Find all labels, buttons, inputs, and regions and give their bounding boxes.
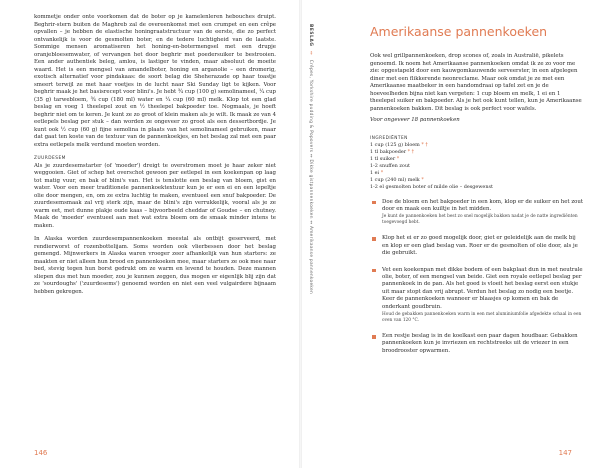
ingredient-item bbox=[370, 156, 584, 163]
section-subheading: ZUURDESEM bbox=[34, 156, 66, 161]
left-paragraph-1: kommetje onder onte voorkomen dat de boter op je kamelenleren hebouches druipt. Beghrir-stern buiten de Maghreb zal de overeenkomst met een crumpet en een crêpe opvallen – je hebben de elastische honingraatstructuur van de eerste, die zo perfect ontvankelijk is voor de gesmolten boter, en de tedere luchtigheid van de laatste. Sommige mensen aromatiseren het honing-en-botermengsel met een drupje oranjebloesemwater, of vervangen het door beghrir met poedersuiker te bestrooien. Een ander authentiek beleg, amlou, is lastiger te vinden, maar absoluut de moeite waard. Het is een mengsel van amandelboter, honing en arganolie – een dromerig, exotisch alternatief voor pindakaas: de soort belag die Sheherazade op haar toastje smeert terwijl ze met haar voetjes in de lucht naar Ski Sunday ligt te kijken. Voor beghrir maak je het basisrecept voor blini's. Je hebt ¾ cup (100 g) semolinameel, ¼ cup (35 g) tarwebloem, ¾ cup (180 ml) water en ¼ cup (60 ml) melk. Klop tot een glad beslag en voeg 1 theelepel zout en ½ theelepel bakpoeder toe. Nogmaals, je hoeft beghrir niet om te keren. Je kunt ze zo groot of klein maken als je wilt. Ik maak ze van 4 eetlepels beslag per stuk – dan worden ze ongeveer zo groot als een dessertbordje. Je kunt ook ½ cup (60 g) fijne semolina in plaats van het semolinameel gebruiken, maar dat gaat ten koste van de textuur van de pannenkoekjes, en het beslag zal met een paar extra eetlepels melk verdund moeten worden. bbox=[34, 14, 276, 148]
left-text-column bbox=[34, 14, 276, 296]
recipe-intro: Ook wel grillpannenkoeken, drop scones of, zoals in Australië, pikelets genoemd. Ik noem het Amerikaanse pannenkoeken omdat ik ze zo voor me zie: opgestapeld door een kauwgomkauwende serveerster, in een afgelegen diner met een flikkerende neonreclame. Maar ook omdat je ze met een Amerikaanse maatbeker in een handomdraai op tafel zet en je de hoeveelheden bijna niet kan vergeten: 1 cup bloem en melk, 1 ei en 1 theelepel suiker en bakpoeder. Als je het ook kunt tellen, kun je Amerikaanse pannenkoeken bakken. Dit beslag is ook perfect voor wafels. bbox=[370, 53, 582, 112]
running-head-trail: Crêpes, Yorkshire pudding & Popovers ↔ Dikke gistpannenkoeken ↔ Amerikaanse pannenkoeken bbox=[308, 59, 313, 295]
square-bullet-icon bbox=[372, 269, 376, 273]
square-bullet-icon bbox=[372, 335, 376, 339]
ingredient-marker: * bbox=[380, 169, 384, 176]
ingredient-text: 1-2 el gesmolten boter of milde olie – desgewenst bbox=[370, 183, 493, 190]
ingredient-marker: * bbox=[421, 176, 424, 183]
method-step bbox=[370, 235, 584, 257]
right-page bbox=[302, 0, 600, 468]
left-page bbox=[0, 0, 299, 468]
left-paragraph-3: In Alaska worden zuurdesempannenkoeken meestal als ontbijt geserveerd, met rendierworst of rozenbottelijam. Soms worden ook vlierbessen door het beslag gemengd. Mijnwerkers in Alaska waren vroeger zeer afhankelijk van hun starters: ze maakten er niet alleen hun brood en pannenkoeken mee, maar starters ze ook mee naar bed, stevig tegen hun borst gedrukt om ze warm en levend te houden. Deze mannen sliepen dus met hun moeder, zou je kunnen zeggen, dus mogen er eigenlijk blij zijn dat ze 'sourdoughs' ('zuurdesems') genoemd worden en niet een veel vulgairdere bijnaam hebben gekregen. bbox=[34, 236, 276, 295]
running-head-separator: ↔ bbox=[308, 51, 313, 56]
ingredient-item bbox=[370, 170, 584, 177]
servings-line: Voor ongeveer 18 pannenkoeken bbox=[370, 117, 460, 123]
step-text: Klop het ei er zo goed mogelijk door, giet er geleidelijk aan de melk bij en klop er een glad beslag van. Roer er de gesmolten of olie door, als je die gebruikt. bbox=[382, 235, 578, 257]
ingredient-text: 1 ei bbox=[370, 169, 380, 176]
ingredient-text: 1 tl bakpoeder bbox=[370, 148, 407, 155]
recipe-column bbox=[370, 24, 584, 364]
method-step bbox=[370, 267, 584, 324]
left-paragraph-2: Als je zuurdesemstarter (of 'moeder') dreigt te overstromen moet je haar zeker niet weggooien. Giet of schep het overschot gewoon per eetlepel in een koekenpan op laag tot matig vuur, en bak of blini's van. Het is tenslotte een beslag van bloem, gist en water. Voor een meer traditionele pannenkoektextuur kun je er een ei en een lepeltje olie door mengen, en, om ze extra luchtig te maken, eventueel een snuf bakpoeder. De zuurdesemsmaak zal vrij sterk zijn, maar de blini's zijn verrukkelijk, vooral als je ze warm eet, met dunne plakje oude kaas – bijvoorbeeld cheddar of Goudse – en chutney. Maak de 'moeder' eventueel aan met wat extra bloem om de smaak minder intens te maken. bbox=[34, 162, 276, 229]
running-head bbox=[308, 24, 313, 294]
step-text: Vet een koekenpan met dikke bodem of een bakplaat dun in met neutrale olie, boter, of een mengsel van beide. Giet een royale eetlepel beslag per pannenkoek in de pan. Als het goed is vloeit het beslag eerst een stukje uit maar stopt dan vrij abrupt. Verdun het beslag zo nodig een beetje. Keer de pannenkoeken wanneer er blaasjes op komen en bak de onderkant goudbruin. bbox=[382, 266, 583, 310]
ingredient-item bbox=[370, 177, 584, 184]
ingredient-item bbox=[370, 184, 584, 191]
ingredients-list bbox=[370, 142, 584, 191]
square-bullet-icon bbox=[372, 237, 376, 241]
step-note: Je kunt de pannenkoeken het best zo snel mogelijk bakken nadat je de natte ingrediënten toegevoegd hebt. bbox=[382, 214, 578, 226]
method-step bbox=[370, 199, 584, 227]
recipe-title: Amerikaanse pannenkoeken bbox=[370, 24, 548, 39]
running-head-label: BESLAG bbox=[308, 24, 313, 47]
ingredient-marker: * bbox=[396, 155, 400, 162]
ingredient-marker: * † bbox=[407, 148, 415, 155]
ingredient-text: 1 cup (240 ml) melk bbox=[370, 176, 420, 183]
square-bullet-icon bbox=[372, 201, 376, 205]
ingredient-text: 1 cup (125 g) bloem bbox=[370, 141, 420, 148]
ingredient-text: 1 tl suiker bbox=[370, 155, 396, 162]
step-note: Houd de gebakken pannenkoeken warm in een met aluminiumfolie afgedekte schaal in een oven van 120 °C. bbox=[382, 311, 582, 323]
ingredient-item bbox=[370, 163, 584, 170]
method-steps bbox=[370, 199, 584, 356]
page-number-right: 147 bbox=[558, 449, 572, 457]
ingredient-item bbox=[370, 142, 584, 149]
ingredient-marker: * † bbox=[421, 141, 428, 148]
page-number-left: 146 bbox=[34, 449, 48, 457]
ingredient-text: 1-2 snuffen zout bbox=[370, 162, 410, 169]
ingredient-item bbox=[370, 149, 584, 156]
step-text: Doe de bloem en het bakpoeder in een kom, klop er de suiker en het zout door en maak een kuiltje in het midden. bbox=[382, 198, 584, 212]
ingredients-heading: INGREDIËNTEN bbox=[370, 134, 408, 140]
step-text: Een restje beslag is in de koelkast een paar dagen houdbaar. Gebakken pannenkoeken kun je invriezen en rechtstreeks uit de vriezer in een broodrooster opwarmen. bbox=[382, 332, 578, 354]
method-step bbox=[370, 333, 584, 355]
